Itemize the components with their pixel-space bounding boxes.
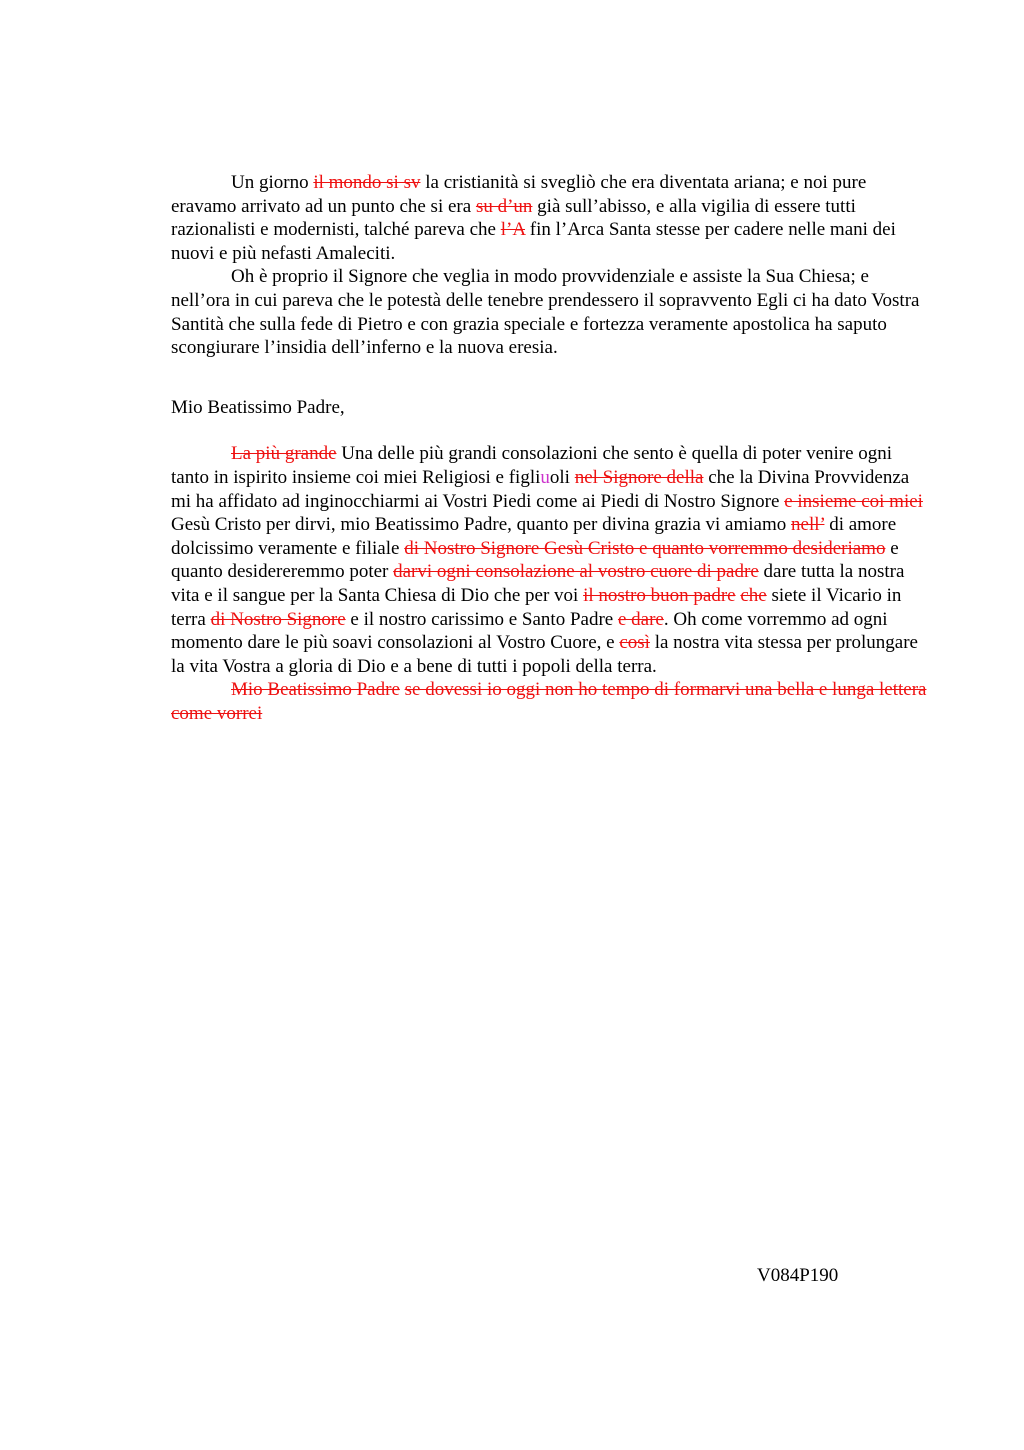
text-run: fin l’Arca Santa stesse per cadere nelle mani dei nuovi e più nefasti Amaleciti. xyxy=(171,219,896,264)
deleted-text: darvi ogni consolazione al vostro cuore di padre xyxy=(393,561,759,583)
deleted-text: Mio Beatissimo Padre xyxy=(231,679,400,701)
deleted-text: che xyxy=(740,584,767,606)
text-run: e quanto desidereremmo poter xyxy=(171,537,899,583)
paragraph-consolation xyxy=(171,442,931,678)
deleted-text: e dare xyxy=(617,608,664,630)
paragraph-providence xyxy=(171,265,931,359)
paragraph-opening xyxy=(171,171,931,265)
spacer xyxy=(171,419,931,442)
text-run: che la Divina Provvidenza mi ha affidato ad inginocchiarmi ai Vostri Piedi come ai Piedi di Nostro Signore xyxy=(171,466,910,512)
text-run: Una delle più grandi consolazioni che sento è quella di poter venire ogni tanto in ispirito insieme coi miei Religiosi e figli xyxy=(171,443,893,488)
text-run: la cristianità si svegliò che era diventata ariana; e noi pure eravamo arrivato ad un punto che si era xyxy=(171,172,867,217)
text-run: Oh è proprio il Signore che veglia in modo provvidenziale e assiste la Sua Chiesa; e nell’ora in cui pareva che le potestà delle tenebre prendessero il sopravvento Egli ci ha dato Vostra Santità che sulla fede di Pietro e con grazia speciale e fortezza veramente apostolica ha saputo scongiurare l’insidia dell’inferno e la nuova eresia. xyxy=(171,266,920,359)
deleted-text: su d’un xyxy=(475,195,533,217)
deleted-text: di Nostro Signore Gesù Cristo e quanto vorremmo desideriamo xyxy=(404,537,886,559)
text-run: siete il Vicario in terra xyxy=(171,584,902,630)
deleted-text: nel Signore della xyxy=(574,466,704,488)
inserted-text: u xyxy=(540,466,550,488)
text-run: Gesù Cristo per dirvi, mio Beatissimo Padre, quanto per divina grazia vi amiamo xyxy=(171,514,792,536)
spacer xyxy=(171,360,931,396)
text-run: . Oh come vorremmo ad ogni momento dare le più soavi consolazioni al Vostro Cuore, e xyxy=(171,608,888,654)
deleted-text: così xyxy=(619,632,650,654)
deleted-text: e insieme coi miei xyxy=(784,490,923,512)
deleted-text: La più grande xyxy=(231,443,337,465)
page-reference-code: V084P190 xyxy=(757,1265,839,1286)
deleted-text: il mondo si sv xyxy=(313,172,421,193)
deleted-text: di Nostro Signore xyxy=(210,608,346,630)
paragraph-struck-closing xyxy=(171,678,931,725)
text-run: di amore dolcissimo veramente e filiale xyxy=(171,514,897,559)
text-run: la nostra vita stessa per prolungare la vita Vostra a gloria di Dio e a bene di tutti i popoli della terra. xyxy=(171,632,918,677)
deleted-text: l’A xyxy=(500,219,525,241)
text-run: e il nostro carissimo e Santo Padre xyxy=(345,608,618,630)
document-body xyxy=(171,171,931,725)
deleted-text: nell’ xyxy=(791,514,825,536)
text-run: già sull’abisso, e alla vigilia di essere tutti razionalisti e modernisti, talché pareva che xyxy=(171,195,856,241)
text-run: oli xyxy=(549,466,575,488)
deleted-text: il nostro buon padre xyxy=(583,584,736,606)
deleted-text: se dovessi io oggi non ho tempo di formarvi una bella e lunga lettera come vorrei xyxy=(171,679,927,724)
text-run: Un giorno xyxy=(231,172,314,193)
text-run: dare tutta la nostra vita e il sangue per la Santa Chiesa di Dio che per voi xyxy=(171,561,905,606)
salutation: Mio Beatissimo Padre, xyxy=(171,396,345,418)
